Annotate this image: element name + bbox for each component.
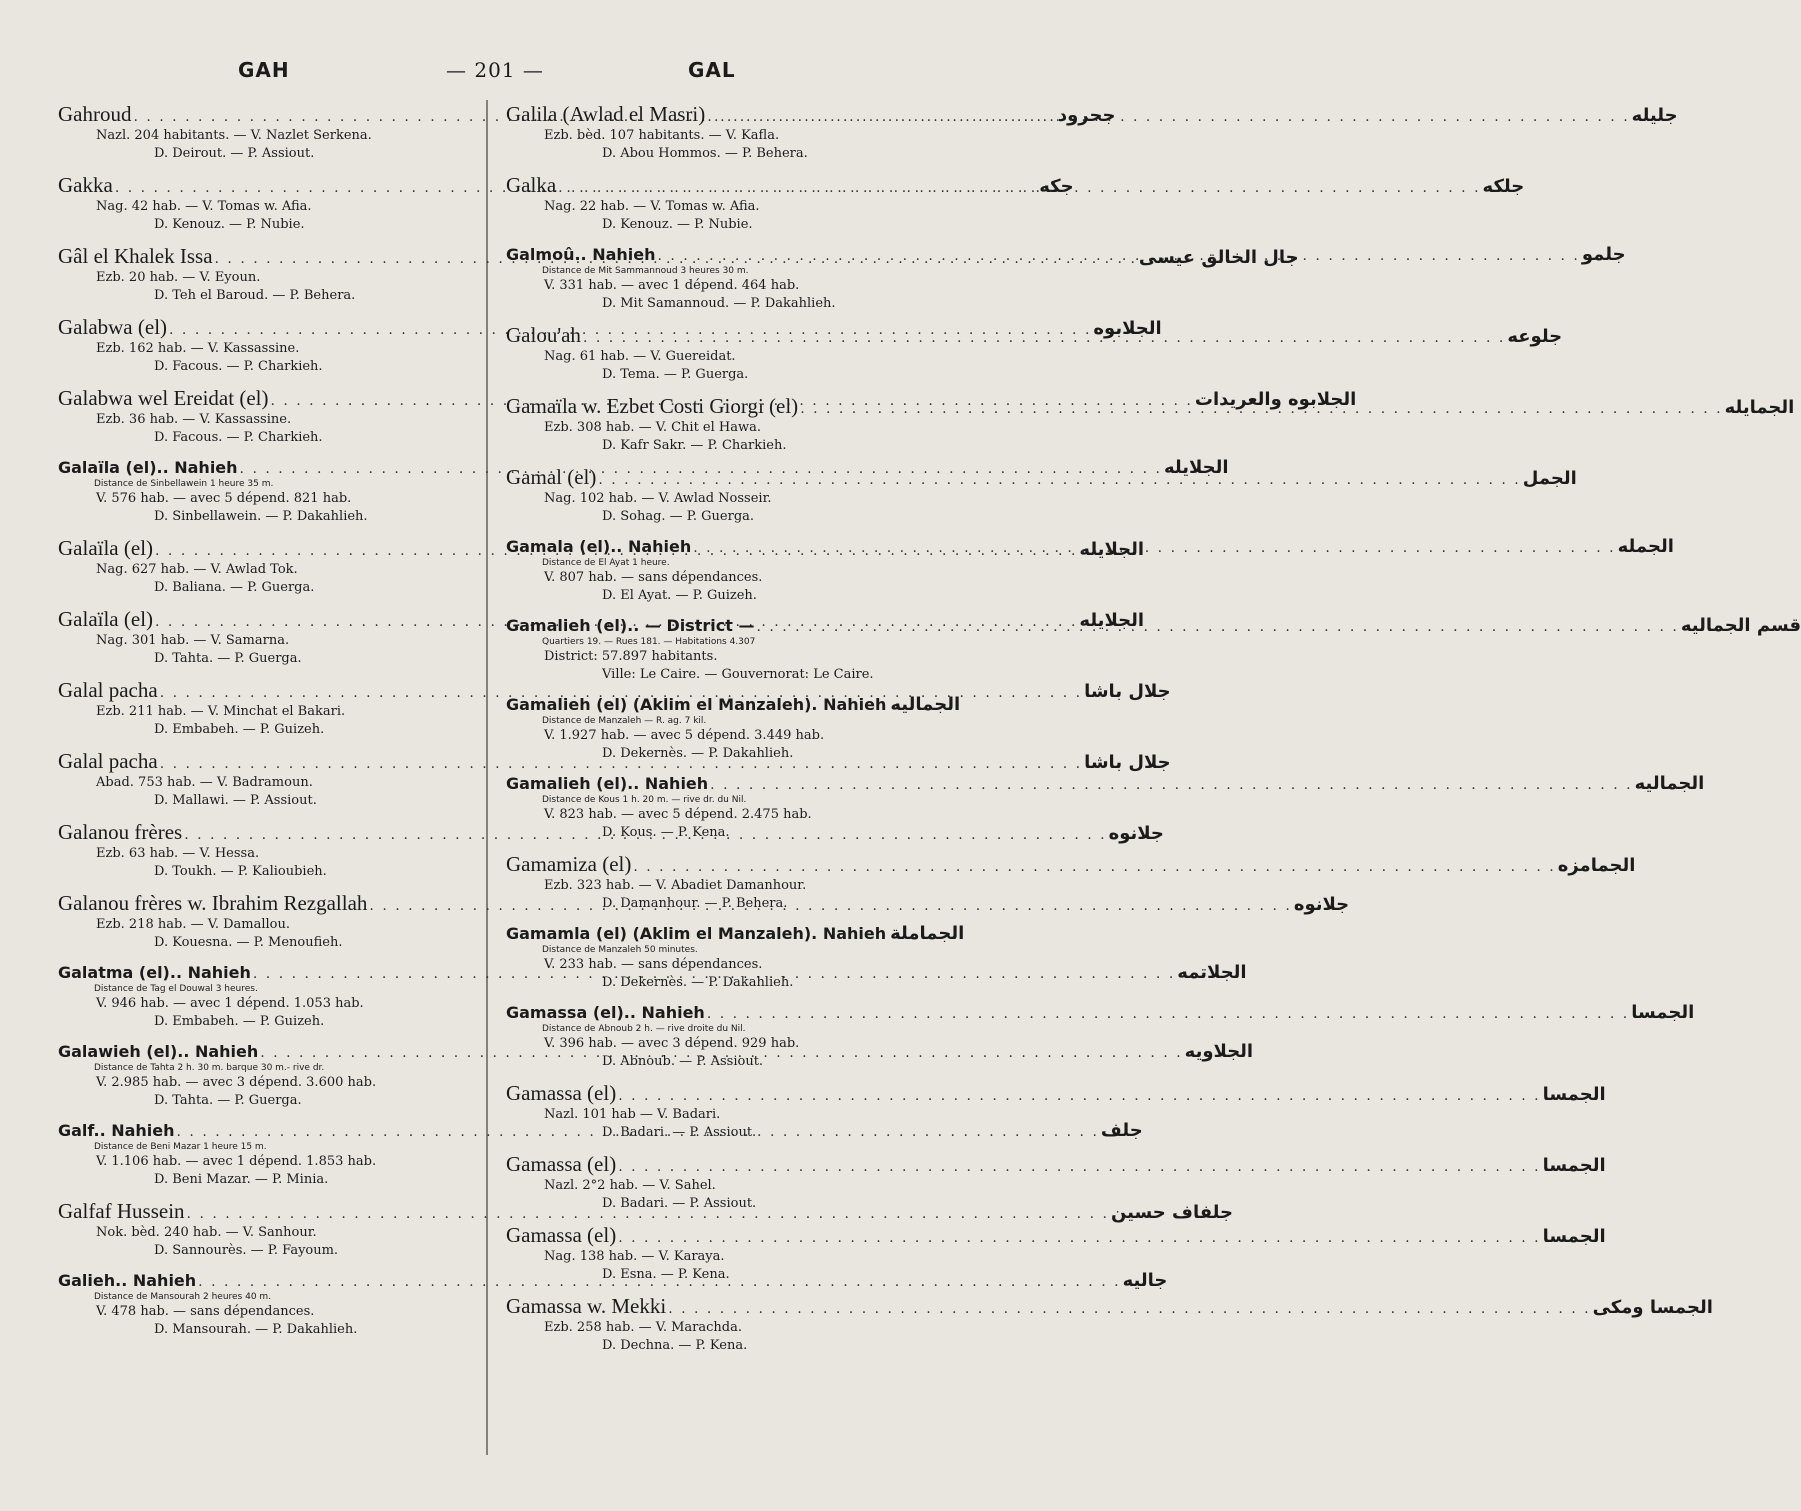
entry-district-line: D. Deirout. — P. Assiout. <box>154 146 315 161</box>
entry-population-line: Ezb. 20 hab. — V. Eyoun. <box>96 270 261 285</box>
entry-title-line <box>506 1294 1713 1319</box>
page-number: — 201 — <box>446 58 544 82</box>
entry-population-line: Nok. bèd. 240 hab. — V. Sanhour. <box>96 1225 317 1240</box>
entry-district-line: D. Embabeh. — P. Guizeh. <box>154 722 325 737</box>
gazetteer-entry <box>506 1294 1713 1355</box>
entry-district-line: D. Kouesna. — P. Menoufieh. <box>154 935 343 950</box>
entry-population-line: Nag. 42 hab. — V. Tomas w. Afia. <box>96 199 312 214</box>
entry-population-line: Nag. 301 hab. — V. Samarna. <box>96 633 290 648</box>
entry-title: Gamassa (el) <box>506 1081 617 1105</box>
entry-arabic-name: جلوعه <box>1507 326 1563 347</box>
entry-distance: Distance de El Ayat 1 heure. <box>542 558 670 568</box>
entry-district-line: D. Toukh. — P. Kalioubieh. <box>154 864 327 879</box>
entry-title: Gamalieh (el).. Nahieh <box>506 774 709 793</box>
entry-title: Gamassa (el) <box>506 1152 617 1176</box>
entry-population-line: Ezb. 258 hab. — V. Marachda. <box>544 1320 742 1335</box>
entry-district-line: D. Esna. — P. Kena. <box>602 1267 730 1282</box>
entry-arabic-name: الجمسا ومكى <box>1592 1297 1713 1318</box>
entry-population-line: Ezb. 308 hab. — V. Chit el Hawa. <box>544 420 762 435</box>
entry-arabic-name: الجمله <box>1617 536 1674 557</box>
entry-distance: Distance de Beni Mazar 1 heure 15 m. <box>94 1142 267 1152</box>
entry-arabic-name: الجمل <box>1522 468 1577 489</box>
entry-population-line: V. 823 hab. — avec 5 dépend. 2.475 hab. <box>544 807 812 822</box>
entry-district-line: D. Kenouz. — P. Nubie. <box>602 217 753 232</box>
entry-arabic-name: جلال باشا <box>1084 681 1171 702</box>
entry-title: Gamal (el) <box>506 465 597 489</box>
leader-dots <box>756 619 1678 635</box>
entry-population-line: Nag. 61 hab. — V. Guereidat. <box>544 349 736 364</box>
entry-arabic-name: الجمامزه <box>1557 855 1636 876</box>
entry-title-line <box>506 694 961 715</box>
entry-district-line: D. Dekernès. — P. Dakahlieh. <box>602 975 794 990</box>
leader-dots <box>710 777 1632 793</box>
leader-dots <box>707 1006 1629 1022</box>
entry-population-line: V. 331 hab. — avec 1 dépend. 464 hab. <box>544 278 800 293</box>
entry-title-line <box>506 852 1636 877</box>
entry-title: Galf.. Nahieh <box>58 1121 175 1140</box>
entry-arabic-name: جاليه <box>1122 1270 1168 1291</box>
entry-distance: Distance de Mansourah 2 heures 40 m. <box>94 1292 272 1302</box>
entry-title: Galanou frères w. Ibrahim Rezgallah <box>58 891 368 915</box>
entry-arabic-name: الجمسا <box>1542 1084 1606 1105</box>
entry-district-line: D. Beni Mazar. — P. Minia. <box>154 1172 329 1187</box>
entry-title-line <box>506 1081 1606 1106</box>
entry-title: Galaïla (el) <box>58 607 154 631</box>
entry-title-line <box>506 1223 1606 1248</box>
entry-title-line <box>58 678 1171 703</box>
entry-district-line: D. Teh el Baroud. — P. Behera. <box>154 288 356 303</box>
entry-district-line: D. Badari. — P. Assiout. <box>602 1125 757 1140</box>
entry-title-line <box>506 773 1705 794</box>
leader-dots <box>668 1301 1590 1317</box>
entry-district-line: D. Damanhour. — P. Behera. <box>602 896 788 911</box>
entry-title: Gahroud <box>58 102 132 126</box>
entry-population-line: V. 1.106 hab. — avec 1 dépend. 1.853 hab. <box>96 1154 377 1169</box>
entry-title: Gâl el Khalek Issa <box>58 244 213 268</box>
leader-dots <box>633 859 1555 875</box>
leader-dots <box>618 1159 1540 1175</box>
leader-dots <box>618 1088 1540 1104</box>
entry-distance: Distance de Kous 1 h. 20 m. — rive dr. du Nil. <box>542 795 747 805</box>
entry-district-line: D. El Ayat. — P. Guizeh. <box>602 588 757 603</box>
entry-arabic-name: الجلايله <box>1163 457 1229 478</box>
entry-district-line: D. Facous. — P. Charkieh. <box>154 359 323 374</box>
entry-title-line <box>506 1152 1606 1177</box>
entry-district-line: D. Abou Hommos. — P. Behera. <box>602 146 808 161</box>
entry-arabic-name: الجلابوه <box>1093 318 1162 339</box>
entry-population-line: Ezb. 63 hab. — V. Hessa. <box>96 846 260 861</box>
entry-distance: Distance de Tahta 2 h. 30 m. barque 30 m.- rive dr. <box>94 1063 325 1073</box>
column-divider <box>486 100 488 1455</box>
entry-title: Gakka <box>58 173 113 197</box>
entry-district-line: D. Kafr Sakr. — P. Charkieh. <box>602 438 787 453</box>
entry-distance: Distance de Manzaleh — R. ag. 7 kil. <box>542 716 707 726</box>
entry-title-line <box>506 1002 1695 1023</box>
entry-title: Gamalieh (el) (Aklim el Manzaleh). Nahieh <box>506 695 887 714</box>
entry-arabic-name: الجمسا <box>1542 1226 1606 1247</box>
entry-district-line: D. Kenouz. — P. Nubie. <box>154 217 305 232</box>
leader-dots <box>583 330 1505 346</box>
entry-population-line: Ezb. 162 hab. — V. Kassassine. <box>96 341 300 356</box>
entry-population-line: Ezb. 36 hab. — V. Kassassine. <box>96 412 292 427</box>
entry-population-line: Nag. 22 hab. — V. Tomas w. Afia. <box>544 199 760 214</box>
entry-title: Galieh.. Nahieh <box>58 1271 197 1290</box>
leader-dots <box>707 109 1629 125</box>
entry-title: Galal pacha <box>58 749 158 773</box>
entry-distance: Distance de Tag el Douwal 3 heures. <box>94 984 258 994</box>
entry-arabic-name: جلكه <box>1482 176 1525 197</box>
entry-population-line: Nag. 627 hab. — V. Awlad Tok. <box>96 562 298 577</box>
entry-district-line: D. Abnoub. — P. Assiout. <box>602 1054 764 1069</box>
entry-population-line: V. 576 hab. — avec 5 dépend. 821 hab. <box>96 491 352 506</box>
entry-population-line: District: 57.897 habitants. <box>544 649 718 664</box>
entry-arabic-name: جليله <box>1631 105 1678 126</box>
entry-title: Galfaf Hussein <box>58 1199 185 1223</box>
entry-population-line: Nazl. 204 habitants. — V. Nazlet Serkena. <box>96 128 372 143</box>
entry-district-line: D. Tahta. — P. Guerga. <box>154 1093 302 1108</box>
entry-population-line: V. 1.927 hab. — avec 5 dépend. 3.449 hab. <box>544 728 825 743</box>
entry-arabic-name: الجماليه <box>1634 773 1705 794</box>
entry-arabic-name: الجمسا <box>1631 1002 1695 1023</box>
entry-population-line: Nag. 138 hab. — V. Karaya. <box>544 1249 725 1264</box>
entry-distance: Distance de Abnoub 2 h. — rive droite du Nil. <box>542 1024 746 1034</box>
entry-title: Galawieh (el).. Nahieh <box>58 1042 259 1061</box>
entry-population-line: V. 478 hab. — sans dépendances. <box>96 1304 315 1319</box>
entry-district-line: D. Tema. — P. Guerga. <box>602 367 749 382</box>
entry-arabic-name: الجلابوه والعريدات <box>1194 389 1357 410</box>
entry-population-line: Ezb. 211 hab. — V. Minchat el Bakari. <box>96 704 346 719</box>
entry-title: Galila (Awlad el Masri) <box>506 102 706 126</box>
entry-district-line: D. Mallawi. — P. Assiout. <box>154 793 317 808</box>
entry-arabic-name: الجلاويه <box>1184 1041 1254 1062</box>
entry-title: Galanou frères <box>58 820 183 844</box>
entry-district-line: D. Tahta. — P. Guerga. <box>154 651 302 666</box>
entry-district-line: D. Sinbellawein. — P. Dakahlieh. <box>154 509 368 524</box>
leader-dots <box>800 401 1722 417</box>
entry-title: Galmoû.. Nahieh <box>506 245 656 264</box>
entry-arabic-name: الجمسا <box>1542 1155 1606 1176</box>
gazetteer-entry <box>506 694 961 763</box>
entry-population-line: V. 233 hab. — sans dépendances. <box>544 957 763 972</box>
entry-population-line: V. 2.985 hab. — avec 3 dépend. 3.600 hab. <box>96 1075 377 1090</box>
entry-arabic-name: جلال باشا <box>1084 752 1171 773</box>
entry-district-line: D. Dechna. — P. Kena. <box>602 1338 748 1353</box>
entry-arabic-name: الجلايله <box>1079 610 1145 631</box>
entry-population-line: V. 946 hab. — avec 1 dépend. 1.053 hab. <box>96 996 364 1011</box>
entry-district-line: D. Kous. — P. Kena. <box>602 825 730 840</box>
entry-population-line: Nazl. 101 hab — V. Badari. <box>544 1107 721 1122</box>
entry-title: Galabwa (el) <box>58 315 168 339</box>
entry-arabic-name: الجمايله <box>1724 397 1795 418</box>
entry-arabic-name: جال الخالق عيسى <box>1138 247 1299 268</box>
entry-distance: Quartiers 19. — Rues 181. — Habitations 4.307 <box>542 637 756 647</box>
entry-district-line: D. Facous. — P. Charkieh. <box>154 430 323 445</box>
entry-arabic-name: جلفاف حسين <box>1110 1202 1233 1223</box>
entry-population-line: V. 807 hab. — sans dépendances. <box>544 570 763 585</box>
entry-district-line: D. Sohag. — P. Guerga. <box>602 509 755 524</box>
entry-district-line: D. Baliana. — P. Guerga. <box>154 580 315 595</box>
entry-arabic-name: الجماليه <box>890 694 961 715</box>
entry-title: Gamala (el).. Nahieh <box>506 537 692 556</box>
gazetteer-entry <box>506 923 965 992</box>
leader-dots <box>618 1230 1540 1246</box>
entry-district-line: D. Dekernès. — P. Dakahlieh. <box>602 746 794 761</box>
entry-title: Galal pacha <box>58 678 158 702</box>
entry-title: Gamaïla w. Ezbet Costi Giorgi (el) <box>506 394 799 418</box>
entry-district-line: Ville: Le Caire. — Gouvernorat: Le Caire. <box>602 667 874 682</box>
leader-dots <box>658 248 1580 264</box>
entry-arabic-name: الجلايله <box>1079 539 1145 560</box>
entry-population-line: Abad. 753 hab. — V. Badramoun. <box>96 775 313 790</box>
running-head-left: GAH <box>238 58 290 82</box>
entry-arabic-name: الجماملة <box>890 923 965 944</box>
entry-population-line: V. 396 hab. — avec 3 dépend. 929 hab. <box>544 1036 800 1051</box>
entry-title: Galka <box>506 173 557 197</box>
entry-arabic-name: جلمو <box>1581 244 1626 265</box>
entry-district-line: D. Mansourah. — P. Dakahlieh. <box>154 1322 358 1337</box>
entry-population-line: Ezb. 218 hab. — V. Damallou. <box>96 917 290 932</box>
entry-distance: Distance de Mit Sammannoud 3 heures 30 m. <box>542 266 749 276</box>
entry-title: Galaïla (el) <box>58 536 154 560</box>
entry-population-line: Ezb. bèd. 107 habitants. — V. Kafla. <box>544 128 780 143</box>
entry-arabic-name: جلانوه <box>1293 894 1350 915</box>
entry-arabic-name: الجلاتمه <box>1177 962 1247 983</box>
entry-district-line: D. Badari. — P. Assiout. <box>602 1196 757 1211</box>
entry-title: Gamamla (el) (Aklim el Manzaleh). Nahieh <box>506 924 887 943</box>
entry-population-line: Nazl. 2°2 hab. — V. Sahel. <box>544 1178 716 1193</box>
entry-title: Gamassa (el) <box>506 1223 617 1247</box>
entry-title: Galabwa wel Ereidat (el) <box>58 386 269 410</box>
entry-title: Galatma (el).. Nahieh <box>58 963 251 982</box>
entry-district-line: D. Mit Samannoud. — P. Dakahlieh. <box>602 296 836 311</box>
entry-distance: Distance de Manzaleh 50 minutes. <box>542 945 698 955</box>
entry-title: Gamassa w. Mekki <box>506 1294 667 1318</box>
leader-dots <box>598 472 1520 488</box>
leader-dots <box>558 180 1480 196</box>
entry-arabic-name: جحرود <box>1057 105 1116 126</box>
entry-district-line: D. Sannourès. — P. Fayoum. <box>154 1243 339 1258</box>
leader-dots <box>693 540 1615 556</box>
entry-population-line: Ezb. 323 hab. — V. Abadiet Damanhour. <box>544 878 807 893</box>
entry-arabic-name: جلانوه <box>1108 823 1164 844</box>
entry-arabic-name: جكه <box>1039 176 1074 197</box>
entry-population-line: Nag. 102 hab. — V. Awlad Nosseir. <box>544 491 772 506</box>
entry-title-line <box>506 923 965 944</box>
entry-arabic-name: قسم الجماليه <box>1680 615 1801 636</box>
running-head-right: GAL <box>688 58 736 82</box>
entry-title: Gamassa (el).. Nahieh <box>506 1003 705 1022</box>
entry-distance: Distance de Sinbellawein 1 heure 35 m. <box>94 479 274 489</box>
entry-title: Galaïla (el).. Nahieh <box>58 458 238 477</box>
entry-arabic-name: جلف <box>1100 1120 1143 1141</box>
entry-district-line: D. Embabeh. — P. Guizeh. <box>154 1014 325 1029</box>
entry-title: Gamalieh (el).. — District — <box>506 616 755 635</box>
entry-title: Galou'ah <box>506 323 581 347</box>
entry-title: Gamamiza (el) <box>506 852 632 876</box>
